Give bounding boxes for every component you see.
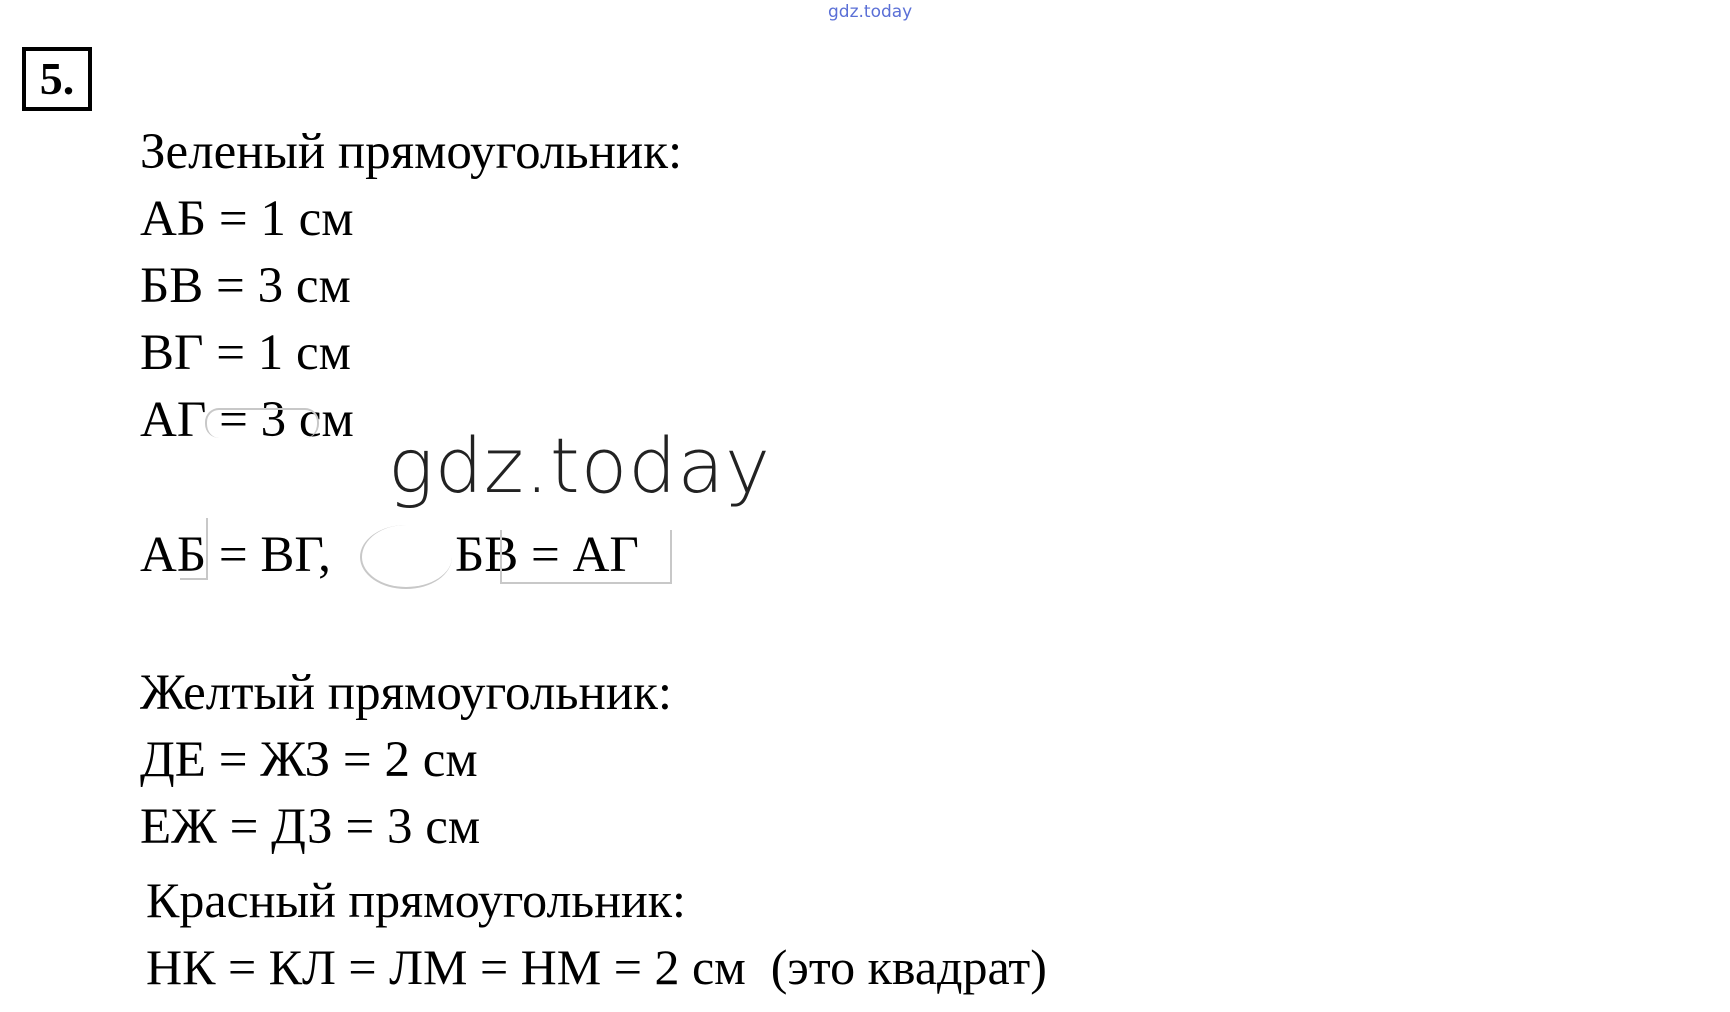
green-line-4: АГ = 3 см bbox=[140, 392, 354, 448]
green-heading: Зеленый прямоугольник: bbox=[140, 124, 683, 180]
red-heading: Красный прямоугольник: bbox=[146, 872, 686, 928]
green-line-1: АБ = 1 см bbox=[140, 191, 354, 247]
green-conclusion-right: БВ = АГ bbox=[455, 527, 639, 583]
task-number: 5. bbox=[39, 53, 75, 104]
green-line-3: ВГ = 1 см bbox=[140, 325, 351, 381]
green-line-2: БВ = 3 см bbox=[140, 258, 351, 314]
yellow-heading: Желтый прямоугольник: bbox=[140, 665, 673, 721]
watermark-top: gdz.today bbox=[828, 2, 913, 22]
watermark-ghost-shape bbox=[360, 525, 452, 589]
yellow-line-1: ДЕ = ЖЗ = 2 см bbox=[140, 732, 478, 788]
task-number-box bbox=[22, 47, 92, 111]
yellow-line-2: ЕЖ = ДЗ = 3 см bbox=[140, 799, 481, 855]
red-line: НК = КЛ = ЛМ = НМ = 2 см (это квадрат) bbox=[146, 939, 1047, 995]
watermark-center: gdz.today bbox=[388, 421, 771, 510]
green-conclusion-left: АБ = ВГ, bbox=[140, 527, 331, 583]
